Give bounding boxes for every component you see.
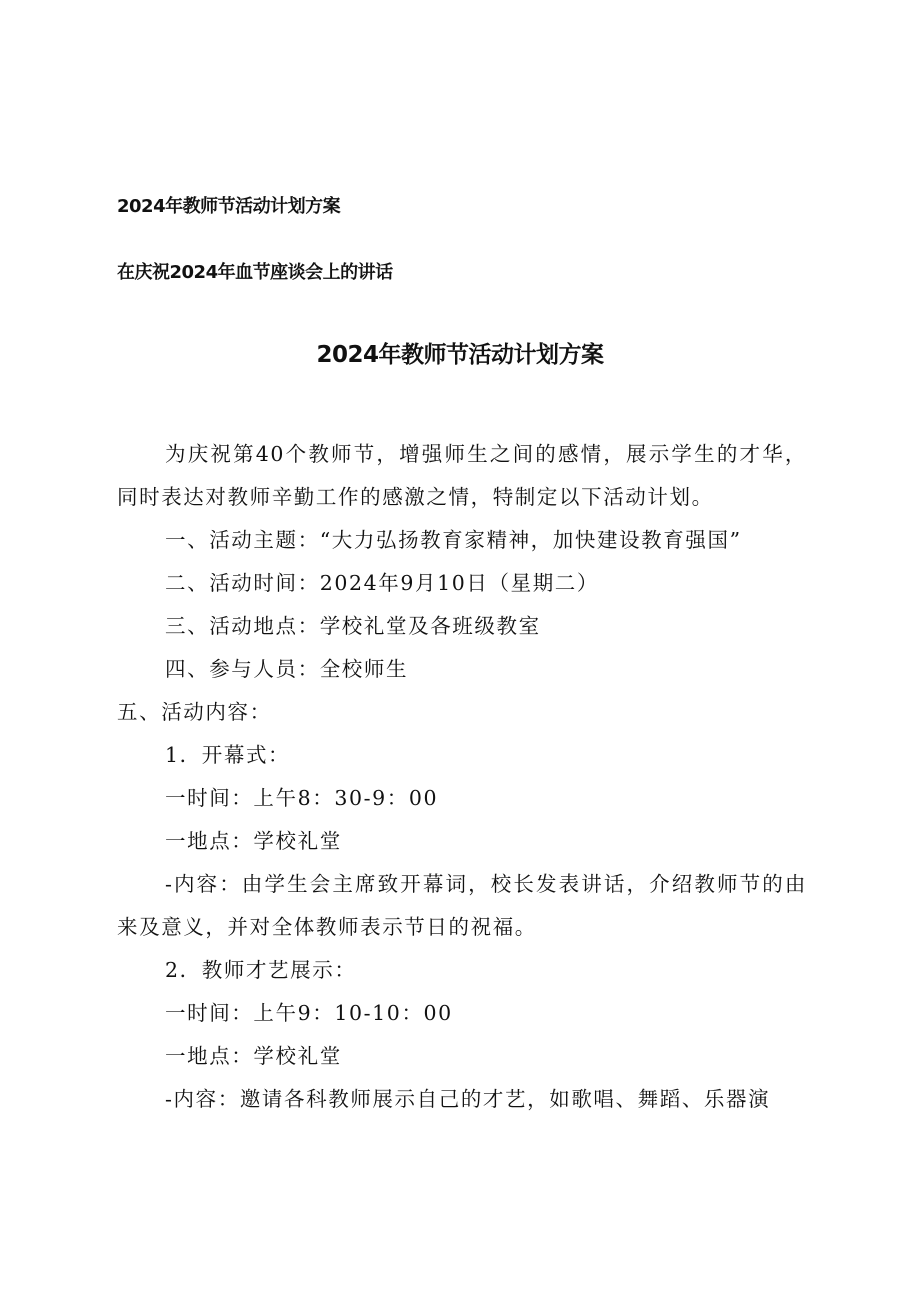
item-2-content: -内容：邀请各科教师展示自己的才艺，如歌唱、舞蹈、乐器演 — [165, 1087, 771, 1111]
item-2-time: 一时间：上午9：10-10：00 — [165, 1001, 453, 1025]
intro-paragraph: 为庆祝第40个教师节，增强师生之间的感情，展示学生的才华，同时表达对教师辛勤工作的感激之情，特制定以下活动计划。 — [117, 442, 807, 509]
document-title: 2024年教师节活动计划方案 — [316, 342, 604, 368]
toc-item-1[interactable]: 2024年教师节活动计划方案 — [117, 196, 341, 217]
item-1-content: -内容：由学生会主席致开幕词，校长发表讲话，介绍教师节的由来及意义，并对全体教师表示节日的祝福。 — [117, 872, 807, 939]
item-1-time: 一时间：上午8：30-9：00 — [165, 786, 439, 810]
time-line: 二、活动时间：2024年9月10日（星期二） — [165, 571, 599, 595]
item-1-heading: 1．开幕式： — [165, 743, 291, 767]
content-heading: 五、活动内容： — [117, 700, 272, 724]
item-2-heading: 2．教师才艺展示： — [165, 958, 357, 982]
location-line: 三、活动地点：学校礼堂及各班级教室 — [165, 614, 541, 638]
participants-line: 四、参与人员：全校师生 — [165, 657, 409, 681]
document-body — [117, 433, 807, 1121]
item-2-place: 一地点：学校礼堂 — [165, 1044, 342, 1068]
theme-line: 一、活动主题：“大力弘扬教育家精神，加快建设教育强国” — [165, 528, 742, 552]
item-1-place: 一地点：学校礼堂 — [165, 829, 342, 853]
toc-item-2[interactable]: 在庆祝2024年血节座谈会上的讲话 — [117, 262, 393, 283]
